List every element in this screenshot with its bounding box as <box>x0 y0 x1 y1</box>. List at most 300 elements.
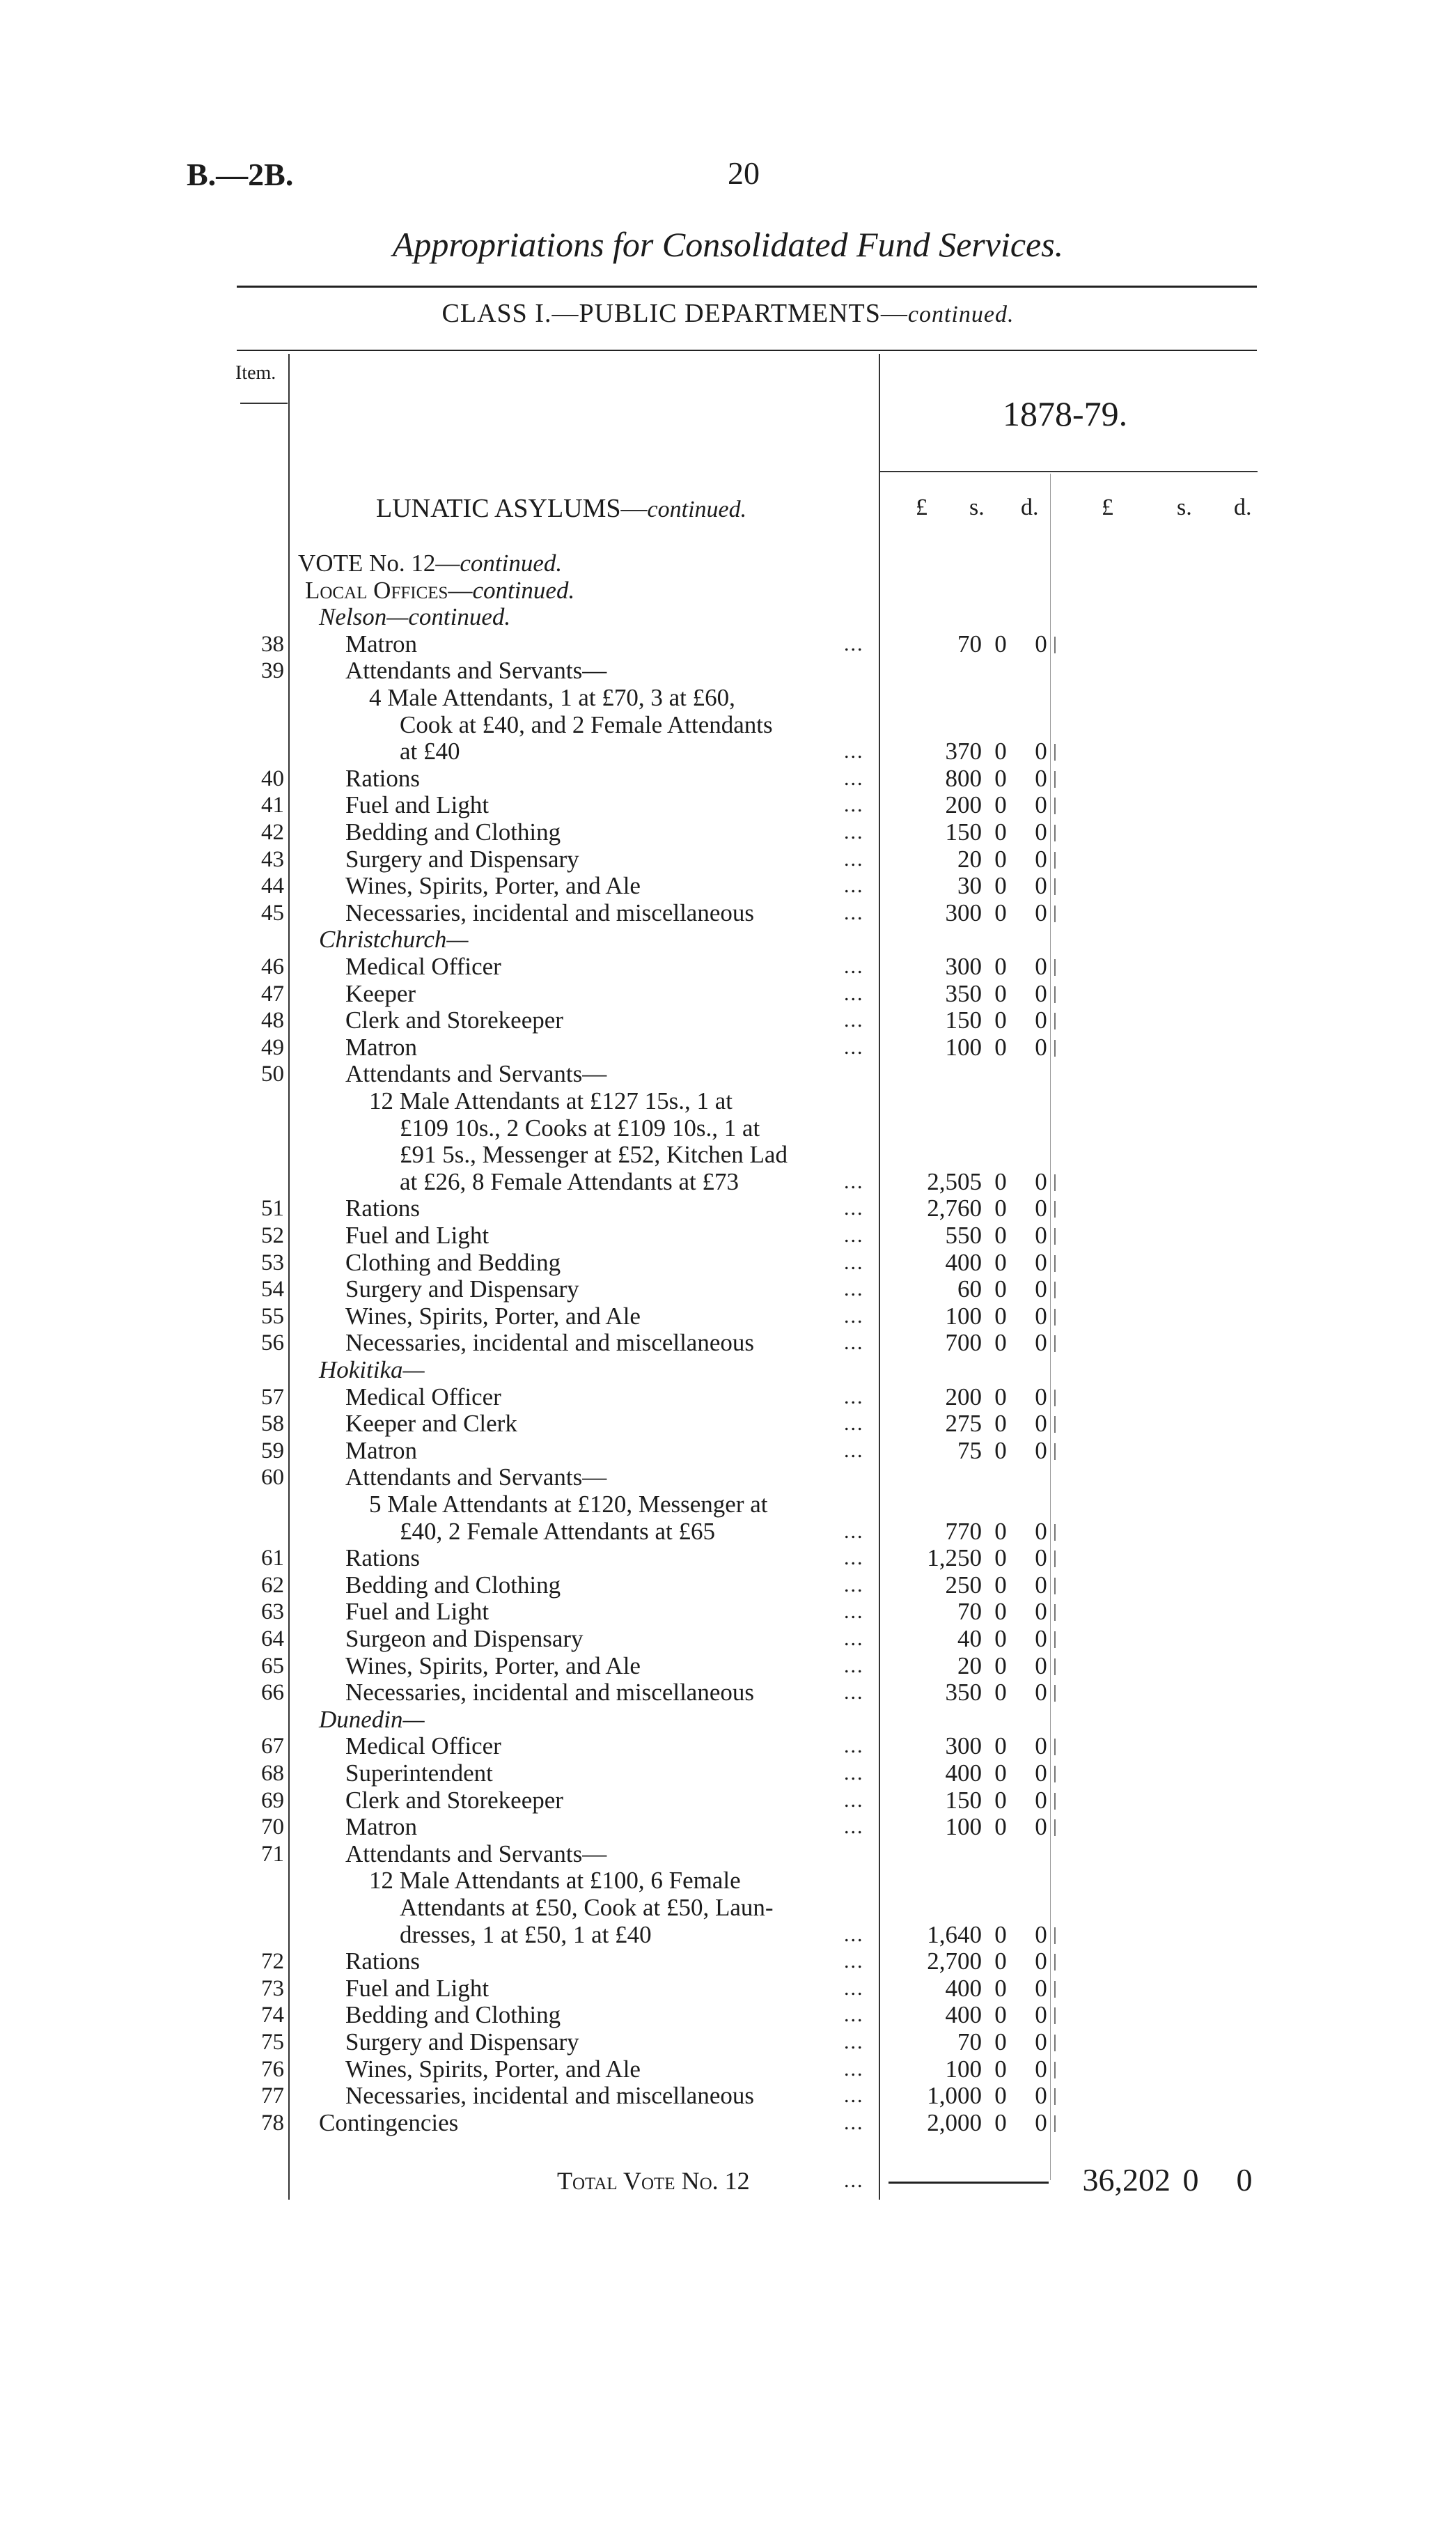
description-text: Rations <box>345 1948 420 1975</box>
description-text: at £26, 8 Female Attendants at £73 <box>400 1167 739 1195</box>
leader-dots: ... <box>844 1304 864 1328</box>
column-tick <box>1054 986 1056 1003</box>
item-description <box>369 685 735 711</box>
item-number: 63 <box>261 1599 284 1625</box>
item-description <box>345 1250 561 1276</box>
leader-dots: ... <box>844 1681 864 1704</box>
top-rule <box>237 286 1257 288</box>
item-number: 45 <box>261 900 284 926</box>
amount-shillings: 0 <box>994 1920 1007 1948</box>
item-description <box>345 1410 517 1437</box>
item-number: 65 <box>261 1653 284 1679</box>
amount-pence: 0 <box>1035 630 1047 658</box>
description-text: at £40 <box>400 738 460 765</box>
item-description <box>345 900 754 926</box>
item-description <box>345 2056 641 2083</box>
amount-shillings: 0 <box>994 845 1007 873</box>
amount-pence: 0 <box>1035 1786 1047 1814</box>
description-text: Nelson— <box>319 603 409 631</box>
description-text: Fuel and Light <box>345 1974 490 2002</box>
item-description <box>345 1276 579 1303</box>
amount-pence: 0 <box>1035 2055 1047 2083</box>
item-description <box>369 1491 768 1518</box>
item-number: 76 <box>261 2056 284 2082</box>
amount-pounds: 550 <box>945 1222 982 1249</box>
amount-shillings: 0 <box>994 1598 1007 1626</box>
column-tick <box>1054 2035 1056 2051</box>
column-tick <box>1054 1604 1056 1621</box>
table-row <box>0 819 1456 846</box>
amount-pence: 0 <box>1035 1167 1047 1195</box>
amount-pounds: 100 <box>945 1302 982 1330</box>
description-text: Clerk and Storekeeper <box>345 1006 563 1034</box>
description-text: Attendants at £50, Cook at £50, Laun- <box>400 1894 774 1921</box>
table-row <box>0 604 1456 630</box>
column-tick <box>1054 1793 1056 1810</box>
column-tick <box>1054 1631 1056 1648</box>
section-title <box>376 493 746 524</box>
table-row <box>0 2083 1456 2109</box>
col-shillings-heading: s. <box>969 495 985 520</box>
item-description <box>345 2083 754 2109</box>
leader-dots: ... <box>844 847 864 871</box>
amount-pounds: 70 <box>957 2028 982 2055</box>
item-number: 50 <box>261 1062 284 1087</box>
table-row <box>0 1867 1456 1894</box>
item-description <box>345 1464 606 1491</box>
amount-pence: 0 <box>1035 764 1047 792</box>
column-tick <box>1054 1228 1056 1245</box>
amount-pounds: 1,250 <box>927 1544 982 1572</box>
amount-shillings: 0 <box>994 1248 1007 1276</box>
table-row <box>0 1491 1456 1518</box>
amount-shillings: 0 <box>994 1222 1007 1249</box>
description-text: Medical Officer <box>345 1732 501 1760</box>
table-row <box>0 900 1456 926</box>
item-description <box>345 1653 641 1679</box>
amount-pounds: 300 <box>945 953 982 980</box>
table-row <box>0 1169 1456 1195</box>
description-text: Medical Officer <box>345 1383 501 1410</box>
table-row <box>0 1250 1456 1276</box>
table-row <box>0 1626 1456 1652</box>
amount-pence: 0 <box>1035 1759 1047 1787</box>
column-tick <box>1054 1739 1056 1755</box>
amount-shillings: 0 <box>994 1167 1007 1195</box>
description-text: Matron <box>345 1436 418 1464</box>
amount-pence: 0 <box>1035 2108 1047 2136</box>
amount-pence: 0 <box>1035 953 1047 980</box>
item-description <box>345 1841 606 1867</box>
description-text: Attendants and Servants— <box>345 657 607 685</box>
col-pence-heading: d. <box>1021 495 1039 520</box>
item-description <box>369 1088 733 1114</box>
leader-dots: ... <box>844 632 864 655</box>
amount-pounds: 700 <box>945 1329 982 1357</box>
leader-dots: ... <box>844 1009 864 1032</box>
amount-shillings: 0 <box>994 2082 1007 2110</box>
column-tick <box>1054 1416 1056 1433</box>
column-tick <box>1054 771 1056 788</box>
description-text: Rations <box>345 1195 420 1222</box>
amount-shillings: 0 <box>994 791 1007 819</box>
item-description <box>345 2029 579 2055</box>
amount-pounds: 400 <box>945 1248 982 1276</box>
table-row <box>0 1303 1456 1330</box>
amount-pence: 0 <box>1035 1248 1047 1276</box>
amount-shillings: 0 <box>994 1544 1007 1572</box>
item-description <box>400 712 773 738</box>
item-number: 72 <box>261 1949 284 1975</box>
table-row <box>0 1814 1456 1840</box>
table-row <box>0 738 1456 765</box>
item-number: 57 <box>261 1384 284 1410</box>
amount-shillings: 0 <box>994 630 1007 658</box>
item-description <box>345 1975 489 2002</box>
amount-pence: 0 <box>1035 1195 1047 1222</box>
item-number: 38 <box>261 631 284 657</box>
table-row <box>0 1895 1456 1921</box>
column-tick <box>1054 2062 1056 2078</box>
table-row <box>0 1760 1456 1787</box>
item-number: 48 <box>261 1008 284 1034</box>
amount-shillings: 0 <box>994 1679 1007 1707</box>
amount-pence: 0 <box>1035 1679 1047 1707</box>
column-tick <box>1054 1013 1056 1029</box>
leader-dots: ... <box>844 2111 864 2134</box>
item-description <box>400 1922 652 1948</box>
leader-dots: ... <box>844 1976 864 2000</box>
description-text: 12 Male Attendants at £100, 6 Female <box>369 1867 741 1895</box>
item-description <box>369 1867 741 1894</box>
table-row <box>0 1464 1456 1491</box>
column-tick <box>1054 1309 1056 1326</box>
table-row <box>0 2029 1456 2055</box>
amount-shillings: 0 <box>994 818 1007 846</box>
leader-dots: ... <box>844 1412 864 1436</box>
leader-dots: ... <box>844 2003 864 2027</box>
leader-dots: ... <box>844 1035 864 1059</box>
total-pounds-heading: £ <box>1102 495 1113 520</box>
amount-pounds: 2,000 <box>927 2108 982 2136</box>
item-number: 67 <box>261 1734 284 1759</box>
table-row <box>0 792 1456 818</box>
item-number: 52 <box>261 1223 284 1248</box>
amount-pounds: 1,640 <box>927 1920 982 1948</box>
page-title: Appropriations for Consolidated Fund Services. <box>392 225 1064 264</box>
amount-pence: 0 <box>1035 1436 1047 1464</box>
item-number: 43 <box>261 846 284 872</box>
description-text: Necessaries, incidental and miscellaneous <box>345 2082 755 2110</box>
amount-pounds: 2,505 <box>927 1167 982 1195</box>
description-text: Bedding and Clothing <box>345 818 561 846</box>
description-text: Wines, Spirits, Porter, and Ale <box>345 872 641 900</box>
item-description <box>345 1760 493 1787</box>
description-text: 4 Male Attendants, 1 at £70, 3 at £60, <box>369 684 735 711</box>
column-tick <box>1054 1040 1056 1057</box>
column-tick <box>1054 2115 1056 2132</box>
leader-dots: ... <box>844 2057 864 2081</box>
amount-pounds: 100 <box>945 1033 982 1061</box>
column-tick <box>1054 1819 1056 1836</box>
amount-shillings: 0 <box>994 1383 1007 1410</box>
description-text: Contingencies <box>319 2108 459 2136</box>
leader-dots: ... <box>844 1762 864 1785</box>
amount-shillings: 0 <box>994 1974 1007 2002</box>
description-text: Fuel and Light <box>345 1222 490 1249</box>
description-text: Dunedin— <box>319 1705 425 1733</box>
leader-dots: ... <box>844 1600 864 1624</box>
amount-shillings: 0 <box>994 979 1007 1007</box>
description-text: Clothing and Bedding <box>345 1248 561 1276</box>
table-row <box>0 577 1456 604</box>
amount-shillings: 0 <box>994 953 1007 980</box>
class-heading <box>0 298 1456 329</box>
leader-dots: ... <box>844 1654 864 1677</box>
leader-dots: ... <box>844 1815 864 1839</box>
table-row <box>0 1410 1456 1437</box>
amount-pence: 0 <box>1035 2028 1047 2055</box>
amount-pounds: 100 <box>945 1813 982 1841</box>
amount-pence: 0 <box>1035 1948 1047 1975</box>
item-description <box>345 846 579 873</box>
item-number: 49 <box>261 1034 284 1060</box>
column-tick <box>1054 1282 1056 1298</box>
table-row <box>0 1922 1456 1948</box>
item-number: 77 <box>261 2083 284 2109</box>
item-number: 53 <box>261 1250 284 1275</box>
item-description <box>345 1572 561 1599</box>
column-tick <box>1054 1578 1056 1594</box>
table-row <box>0 1330 1456 1356</box>
description-text: Surgery and Dispensary <box>345 2028 579 2055</box>
class-continued: continued. <box>907 302 1015 327</box>
item-number: 41 <box>261 793 284 818</box>
table-row <box>0 1222 1456 1249</box>
description-text: Superintendent <box>345 1759 493 1787</box>
description-text: Fuel and Light <box>345 791 490 819</box>
table-row <box>0 1707 1456 1733</box>
table-row <box>0 712 1456 738</box>
item-description <box>345 873 641 899</box>
table-row <box>0 1733 1456 1759</box>
column-tick <box>1054 798 1056 814</box>
table-row <box>0 1572 1456 1599</box>
leader-dots: ... <box>844 1331 864 1355</box>
column-tick <box>1054 825 1056 841</box>
amount-pounds: 150 <box>945 1006 982 1034</box>
column-tick <box>1054 1335 1056 1352</box>
description-text: Necessaries, incidental and miscellaneous <box>345 1329 755 1357</box>
description-continued: continued. <box>472 576 575 604</box>
amount-pounds: 300 <box>945 1732 982 1760</box>
page-number: 20 <box>728 155 760 191</box>
column-tick <box>1054 1954 1056 1971</box>
item-description <box>345 2002 561 2028</box>
description-text: Surgeon and Dispensary <box>345 1625 584 1652</box>
amount-pence: 0 <box>1035 1383 1047 1410</box>
leader-dots: ... <box>844 1197 864 1220</box>
description-text: Hokitika— <box>319 1356 425 1383</box>
item-number: 66 <box>261 1680 284 1706</box>
description-text: dresses, 1 at £50, 1 at £40 <box>400 1920 652 1948</box>
amount-pounds: 2,700 <box>927 1948 982 1975</box>
item-description <box>345 1034 417 1061</box>
item-number: 42 <box>261 820 284 845</box>
amount-pence: 0 <box>1035 1033 1047 1061</box>
table-row <box>0 1787 1456 1814</box>
amount-shillings: 0 <box>994 738 1007 765</box>
leader-dots: ... <box>844 766 864 790</box>
amount-pounds: 40 <box>957 1625 982 1652</box>
amount-shillings: 0 <box>994 1732 1007 1760</box>
amount-pence: 0 <box>1035 1813 1047 1841</box>
description-text: Attendants and Servants— <box>345 1463 607 1491</box>
item-description <box>345 1599 489 1625</box>
item-description <box>345 1303 641 1330</box>
table-row <box>0 1975 1456 2002</box>
description-text: £40, 2 Female Attendants at £65 <box>400 1517 715 1545</box>
item-description <box>345 1384 501 1410</box>
item-number: 44 <box>261 873 284 899</box>
total-pence-heading: d. <box>1234 495 1252 520</box>
item-description <box>319 1707 425 1733</box>
table-row <box>0 631 1456 658</box>
amount-pounds: 20 <box>957 845 982 873</box>
item-description <box>319 604 510 630</box>
amount-pence: 0 <box>1035 1625 1047 1652</box>
leader-dots: ... <box>844 2030 864 2053</box>
column-tick <box>1054 1766 1056 1782</box>
description-text: Bedding and Clothing <box>345 1571 561 1599</box>
table-row <box>0 954 1456 980</box>
amount-shillings: 0 <box>994 1571 1007 1599</box>
amount-shillings: 0 <box>994 1759 1007 1787</box>
item-description <box>345 1061 606 1087</box>
col-pounds-heading: £ <box>916 495 927 520</box>
item-description <box>319 1357 425 1383</box>
amount-shillings: 0 <box>994 899 1007 926</box>
table-row <box>0 1841 1456 1867</box>
amount-shillings: 0 <box>994 1410 1007 1438</box>
amount-pounds: 30 <box>957 872 982 900</box>
item-description <box>345 1007 563 1034</box>
total-leader-dots: ... <box>844 2169 864 2192</box>
item-description <box>319 926 469 953</box>
description-text: Necessaries, incidental and miscellaneous <box>345 1679 755 1707</box>
item-number: 78 <box>261 2110 284 2136</box>
item-number: 39 <box>261 658 284 684</box>
amount-pence: 0 <box>1035 1544 1047 1572</box>
table-row <box>0 1276 1456 1303</box>
amount-pounds: 60 <box>957 1275 982 1303</box>
leader-dots: ... <box>844 981 864 1005</box>
item-number: 54 <box>261 1277 284 1303</box>
item-number: 71 <box>261 1841 284 1867</box>
leader-dots: ... <box>844 1224 864 1247</box>
column-tick <box>1054 1174 1056 1191</box>
amount-shillings: 0 <box>994 1195 1007 1222</box>
item-description <box>345 1545 420 1571</box>
amount-pence: 0 <box>1035 2082 1047 2110</box>
amount-shillings: 0 <box>994 2028 1007 2055</box>
description-text: £109 10s., 2 Cooks at £109 10s., 1 at <box>400 1114 760 1142</box>
description-text: Matron <box>345 630 418 658</box>
total-rule <box>889 2182 1049 2184</box>
leader-dots: ... <box>844 1169 864 1193</box>
leader-dots: ... <box>844 1250 864 1274</box>
amount-pence: 0 <box>1035 1329 1047 1357</box>
amount-pounds: 250 <box>945 1571 982 1599</box>
item-number: 55 <box>261 1303 284 1329</box>
leader-dots: ... <box>844 821 864 844</box>
description-text: Attendants and Servants— <box>345 1060 607 1088</box>
item-number: 56 <box>261 1330 284 1356</box>
item-number: 47 <box>261 981 284 1006</box>
table-row <box>0 1545 1456 1571</box>
item-column-heading: Item. <box>235 362 276 384</box>
item-description <box>345 1626 584 1652</box>
item-description <box>345 1330 754 1356</box>
table-row <box>0 2056 1456 2083</box>
amount-pounds: 70 <box>957 1598 982 1626</box>
description-text: £91 5s., Messenger at £52, Kitchen Lad <box>400 1141 788 1169</box>
amount-pence: 0 <box>1035 1410 1047 1438</box>
column-tick <box>1054 2007 1056 2024</box>
amount-shillings: 0 <box>994 1436 1007 1464</box>
amount-pounds: 770 <box>945 1517 982 1545</box>
description-text: Surgery and Dispensary <box>345 845 579 873</box>
description-text: Fuel and Light <box>345 1598 490 1626</box>
description-text: Bedding and Clothing <box>345 2001 561 2029</box>
amount-pence: 0 <box>1035 2001 1047 2029</box>
column-tick <box>1054 1550 1056 1567</box>
amount-pounds: 100 <box>945 2055 982 2083</box>
table-row <box>0 1599 1456 1625</box>
table-row <box>0 1034 1456 1061</box>
amount-pence: 0 <box>1035 1517 1047 1545</box>
item-description <box>345 631 417 658</box>
table-row <box>0 550 1456 577</box>
table-row <box>0 685 1456 711</box>
column-tick <box>1054 959 1056 976</box>
item-heading-rule <box>240 403 288 404</box>
item-description <box>345 1787 563 1814</box>
column-tick <box>1054 1524 1056 1541</box>
description-text: 5 Male Attendants at £120, Messenger at <box>369 1491 768 1518</box>
description-text: Keeper <box>345 979 416 1007</box>
item-number: 60 <box>261 1465 284 1491</box>
leader-dots: ... <box>844 793 864 817</box>
amount-pounds: 150 <box>945 1786 982 1814</box>
item-description <box>345 1195 420 1222</box>
leader-dots: ... <box>844 874 864 898</box>
item-description <box>345 1814 417 1840</box>
amount-pounds: 350 <box>945 1679 982 1707</box>
table-row <box>0 1438 1456 1464</box>
amount-pence: 0 <box>1035 1302 1047 1330</box>
table-row <box>0 1115 1456 1142</box>
description-text: Cook at £40, and 2 Female Attendants <box>400 710 773 738</box>
table-row <box>0 926 1456 953</box>
item-number: 74 <box>261 2003 284 2028</box>
item-description <box>400 1169 739 1195</box>
item-description <box>345 1438 417 1464</box>
item-number: 68 <box>261 1761 284 1786</box>
leader-dots: ... <box>844 1922 864 1946</box>
amount-pounds: 150 <box>945 818 982 846</box>
table-row <box>0 1061 1456 1087</box>
